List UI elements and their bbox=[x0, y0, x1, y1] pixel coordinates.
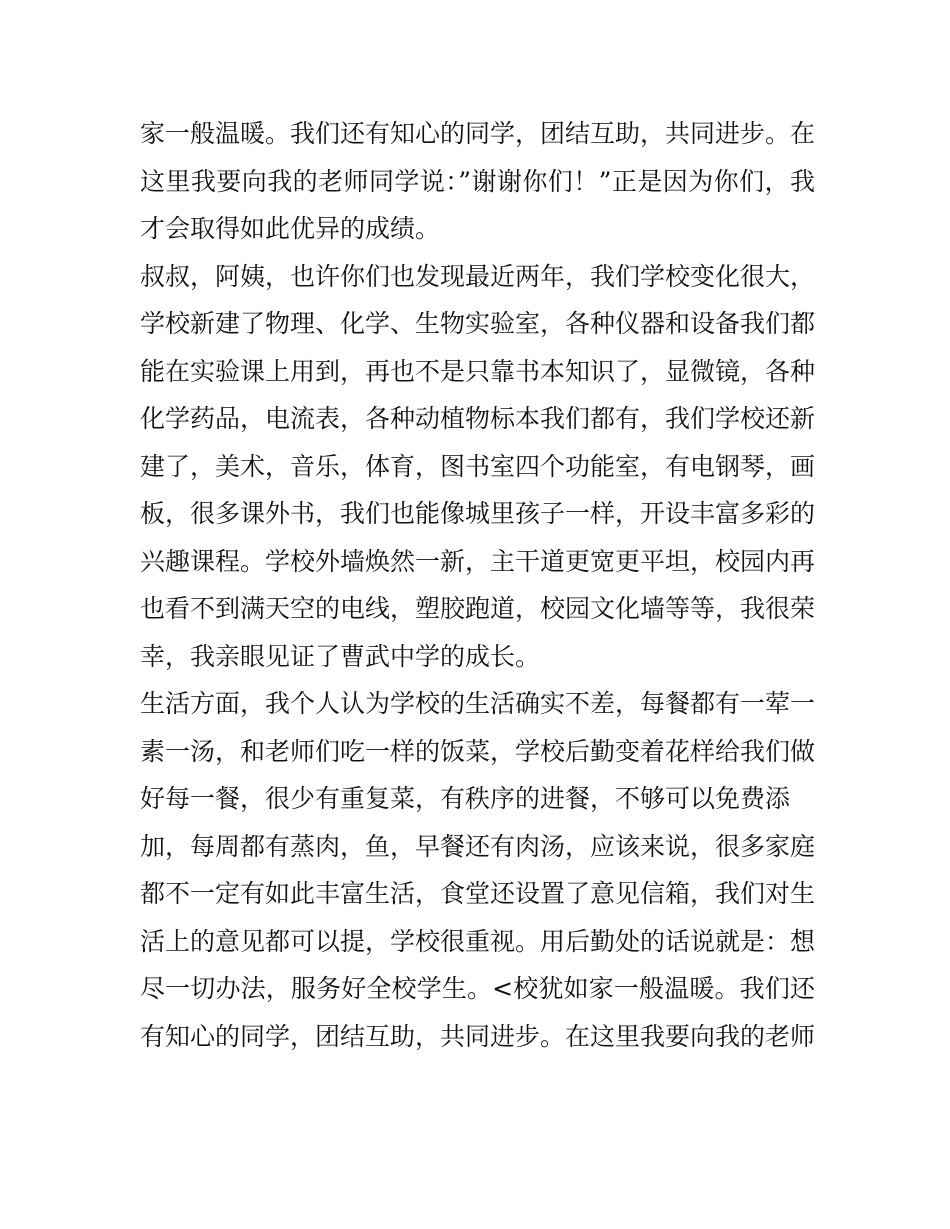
text-line: 加，每周都有蒸肉，鱼，早餐还有肉汤，应该来说，很多家庭 bbox=[140, 831, 816, 861]
text-line: 化学药品，电流表，各种动植物标本我们都有，我们学校还新 bbox=[140, 404, 816, 433]
text-line: 板，很多课外书，我们也能像城里孩子一样，开设丰富多彩的 bbox=[140, 499, 816, 528]
body-text bbox=[140, 110, 815, 1060]
text-line: 好每一餐，很少有重复菜，有秩序的进餐，不够可以免费添 bbox=[140, 784, 791, 813]
text-line: 才会取得如此优异的成绩。 bbox=[140, 214, 441, 243]
text-line: 学校新建了物理、化学、生物实验室，各种仪器和设备我们都 bbox=[140, 309, 816, 338]
text-line: 兴趣课程。学校外墙焕然一新，主干道更宽更平坦，校园内再 bbox=[140, 546, 816, 576]
text-line: 素一汤，和老师们吃一样的饭菜，学校后勤变着花样给我们做 bbox=[140, 736, 816, 766]
text-line: 这里我要向我的老师同学说：”谢谢你们！”正是因为你们，我 bbox=[140, 166, 815, 196]
text-line: 活上的意见都可以提，学校很重视。用后勤处的话说就是：想 bbox=[140, 926, 816, 956]
text-line: 建了，美术，音乐，体育，图书室四个功能室，有电钢琴，画 bbox=[140, 451, 816, 481]
text-line: 都不一定有如此丰富生活，食堂还设置了意见信箱，我们对生 bbox=[140, 879, 816, 908]
text-line: 有知心的同学，团结互助，共同进步。在这里我要向我的老师 bbox=[140, 1021, 816, 1051]
text-line: 也看不到满天空的电线，塑胶跑道，校园文化墙等等，我很荣 bbox=[140, 594, 816, 623]
text-line: 能在实验课上用到，再也不是只靠书本知识了，显微镜，各种 bbox=[140, 356, 816, 386]
text-line: 叔叔，阿姨，也许你们也发现最近两年，我们学校变化很大， bbox=[140, 261, 816, 291]
text-line: 家一般温暖。我们还有知心的同学，团结互助，共同进步。在 bbox=[140, 119, 816, 148]
text-line: 幸，我亲眼见证了曹武中学的成长。 bbox=[140, 641, 541, 671]
text-line: 尽一切办法，服务好全校学生。<校犹如家一般温暖。我们还 bbox=[140, 974, 815, 1003]
text-line: 生活方面，我个人认为学校的生活确实不差，每餐都有一荤一 bbox=[140, 689, 816, 718]
